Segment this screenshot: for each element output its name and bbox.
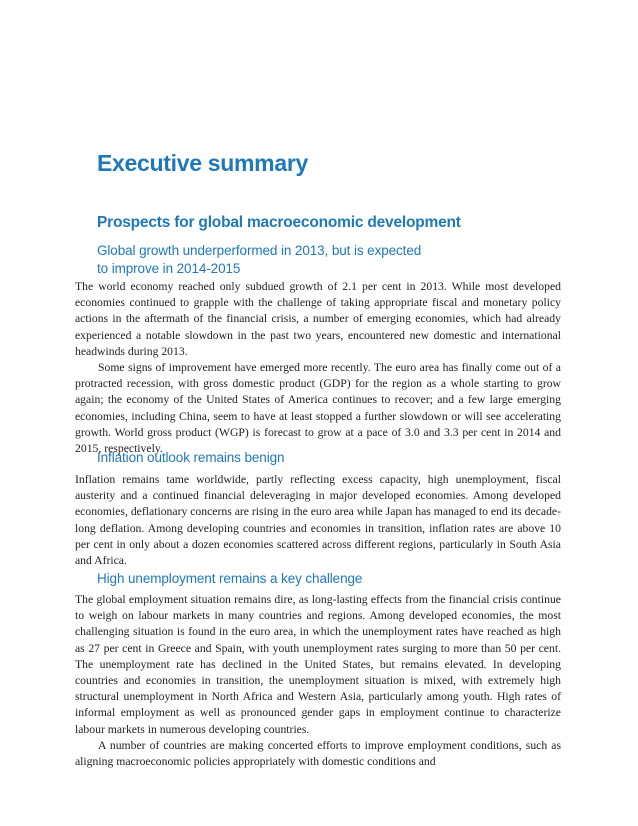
subheading-inflation: Inflation outlook remains benign bbox=[97, 450, 285, 465]
paragraph: Inflation remains tame worldwide, partly reflecting excess capacity, high unemployment, fiscal austerity and a continued financial deleveraging in major developed economies. Among developed economies, deflationary concerns are rising in the euro area while Japan has managed to end its decade-long deflation. Among developing countries and economies in transition, inflation rates are above 10 per cent in only about a dozen economies scattered across different regions, particularly in South Asia and Africa. bbox=[75, 473, 561, 568]
subheading-growth-line1: Global growth underperformed in 2013, but is expected bbox=[97, 243, 422, 258]
body-block-unemployment bbox=[75, 592, 561, 770]
section-heading: Prospects for global macroeconomic development bbox=[97, 214, 461, 231]
body-block-inflation bbox=[75, 472, 561, 569]
paragraph: Some signs of improvement have emerged more recently. The euro area has finally come out of a protracted recession, with gross domestic product (GDP) for the region as a whole starting to grow again; the economy of the United States of America continues to recover; and a few large emerging economies, including China, seem to have at least stopped a further slowdown or will see accelerating growth. World gross product (WGP) is forecast to grow at a pace of 3.0 and 3.3 per cent in 2014 and 2015, respectively. bbox=[75, 361, 561, 456]
page-title: Executive summary bbox=[97, 150, 308, 176]
paragraph: The world economy reached only subdued growth of 2.1 per cent in 2013. While most developed economies continued to grapple with the challenge of taking appropriate fiscal and monetary policy actions in the aftermath of the financial crisis, a number of emerging economies, which had already experienced a notable slowdown in the past two years, encountered new domestic and international headwinds during 2013. bbox=[75, 280, 561, 358]
paragraph: A number of countries are making concerted efforts to improve employment conditions, such as aligning macroeconomic policies appropriately with domestic conditions and bbox=[75, 738, 561, 769]
paragraph: The global employment situation remains dire, as long-lasting effects from the financial crisis continue to weigh on labour markets in many countries and regions. Among developed economies, the most challenging situation is found in the euro area, in which the unemployment rates have reached as high as 27 per cent in Greece and Spain, with youth unemployment rates surging to more than 50 per cent. The unemployment rate has declined in the United States, but remains elevated. In developing countries and economies in transition, the unemployment situation is mixed, with extremely high structural unemployment in North Africa and Western Asia, particularly among youth. High rates of informal employment as well as pronounced gender gaps in employment continue to characterize labour markets in numerous developing countries. bbox=[75, 593, 561, 736]
subheading-unemployment: High unemployment remains a key challenge bbox=[97, 571, 363, 586]
subheading-growth-line2: to improve in 2014-2015 bbox=[97, 261, 241, 276]
body-block-growth bbox=[75, 279, 561, 457]
